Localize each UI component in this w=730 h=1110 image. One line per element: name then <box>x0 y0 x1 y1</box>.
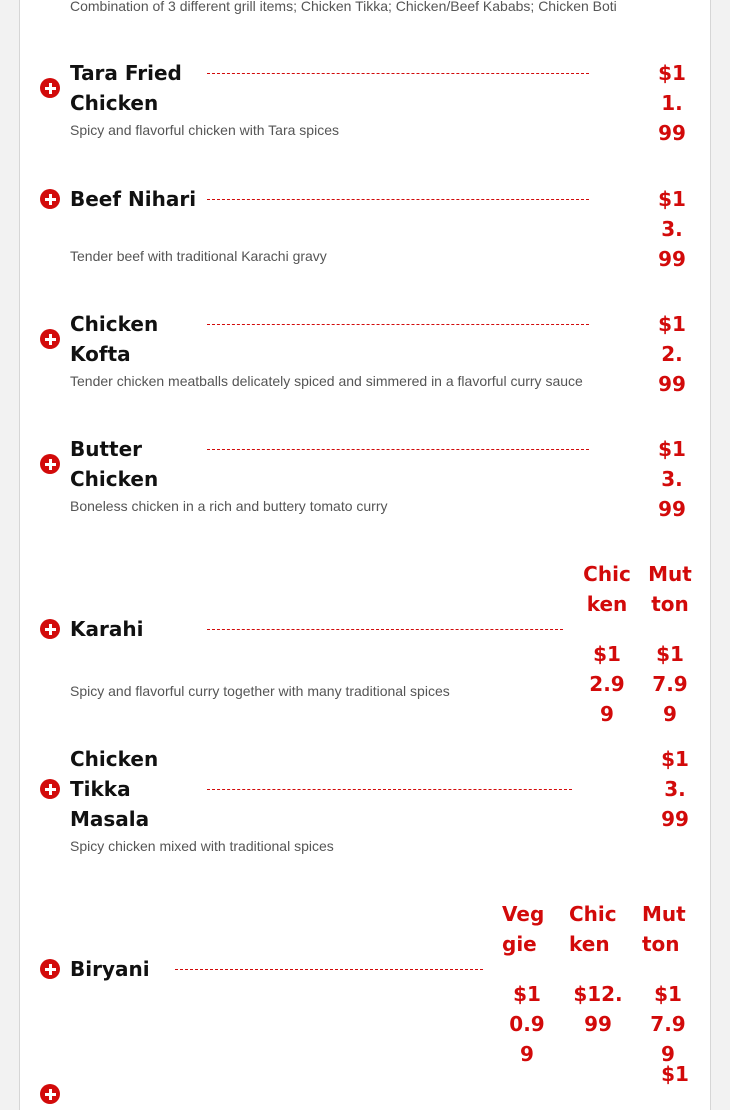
menu-item-name: Karahi <box>70 617 144 641</box>
item-price: $17.99 <box>650 982 686 1066</box>
plus-circle-icon[interactable] <box>40 959 60 979</box>
item-description: Boneless chicken in a rich and buttery tomato curry <box>70 498 388 514</box>
menu-item-name: Beef Nihari <box>70 187 197 211</box>
item-description: Combination of 3 different grill items; Chicken Tikka; Chicken/Beef Kababs; Chicken Boti <box>70 0 617 14</box>
price-column-header: Chicken <box>583 562 631 616</box>
item-description: Spicy and flavorful chicken with Tara spices <box>70 122 339 138</box>
menu-card <box>19 0 711 1110</box>
item-price: $13.99 <box>658 437 686 521</box>
dotted-leader <box>207 449 589 450</box>
menu-item-name: Butter Chicken <box>70 437 159 491</box>
item-description: Tender chicken meatballs delicately spiced and simmered in a flavorful curry sauce <box>70 373 583 389</box>
dotted-leader <box>207 324 589 325</box>
item-price: $13.99 <box>658 187 686 271</box>
dotted-leader <box>175 969 483 970</box>
dotted-leader <box>207 73 589 74</box>
menu-item-name: Chicken Tikka Masala <box>70 747 159 831</box>
item-price: $13.99 <box>661 747 689 831</box>
item-price: $1 <box>661 1062 689 1086</box>
menu-item-name: Chicken Kofta <box>70 312 159 366</box>
plus-circle-icon[interactable] <box>40 454 60 474</box>
dotted-leader <box>207 199 589 200</box>
plus-circle-icon[interactable] <box>40 1084 60 1104</box>
plus-circle-icon[interactable] <box>40 329 60 349</box>
item-description: Tender beef with traditional Karachi gravy <box>70 248 327 264</box>
item-price: $12.99 <box>573 982 623 1036</box>
menu-item-name: Biryani <box>70 957 150 981</box>
plus-circle-icon[interactable] <box>40 78 60 98</box>
price-column-header: Veggie <box>502 902 545 956</box>
item-description: Spicy chicken mixed with traditional spices <box>70 838 334 854</box>
menu-item-name: Tara Fried Chicken <box>70 61 182 115</box>
item-price: $11.99 <box>658 61 686 145</box>
plus-circle-icon[interactable] <box>40 779 60 799</box>
item-price: $10.99 <box>509 982 545 1066</box>
plus-circle-icon[interactable] <box>40 189 60 209</box>
item-price: $12.99 <box>589 642 625 726</box>
price-column-header: Chicken <box>569 902 617 956</box>
dotted-leader <box>207 629 563 630</box>
item-price: $12.99 <box>658 312 686 396</box>
plus-circle-icon[interactable] <box>40 619 60 639</box>
price-column-header: Mutton <box>648 562 692 616</box>
price-column-header: Mutton <box>642 902 686 956</box>
item-description: Spicy and flavorful curry together with many traditional spices <box>70 683 450 699</box>
dotted-leader <box>207 789 572 790</box>
item-price: $17.99 <box>652 642 688 726</box>
